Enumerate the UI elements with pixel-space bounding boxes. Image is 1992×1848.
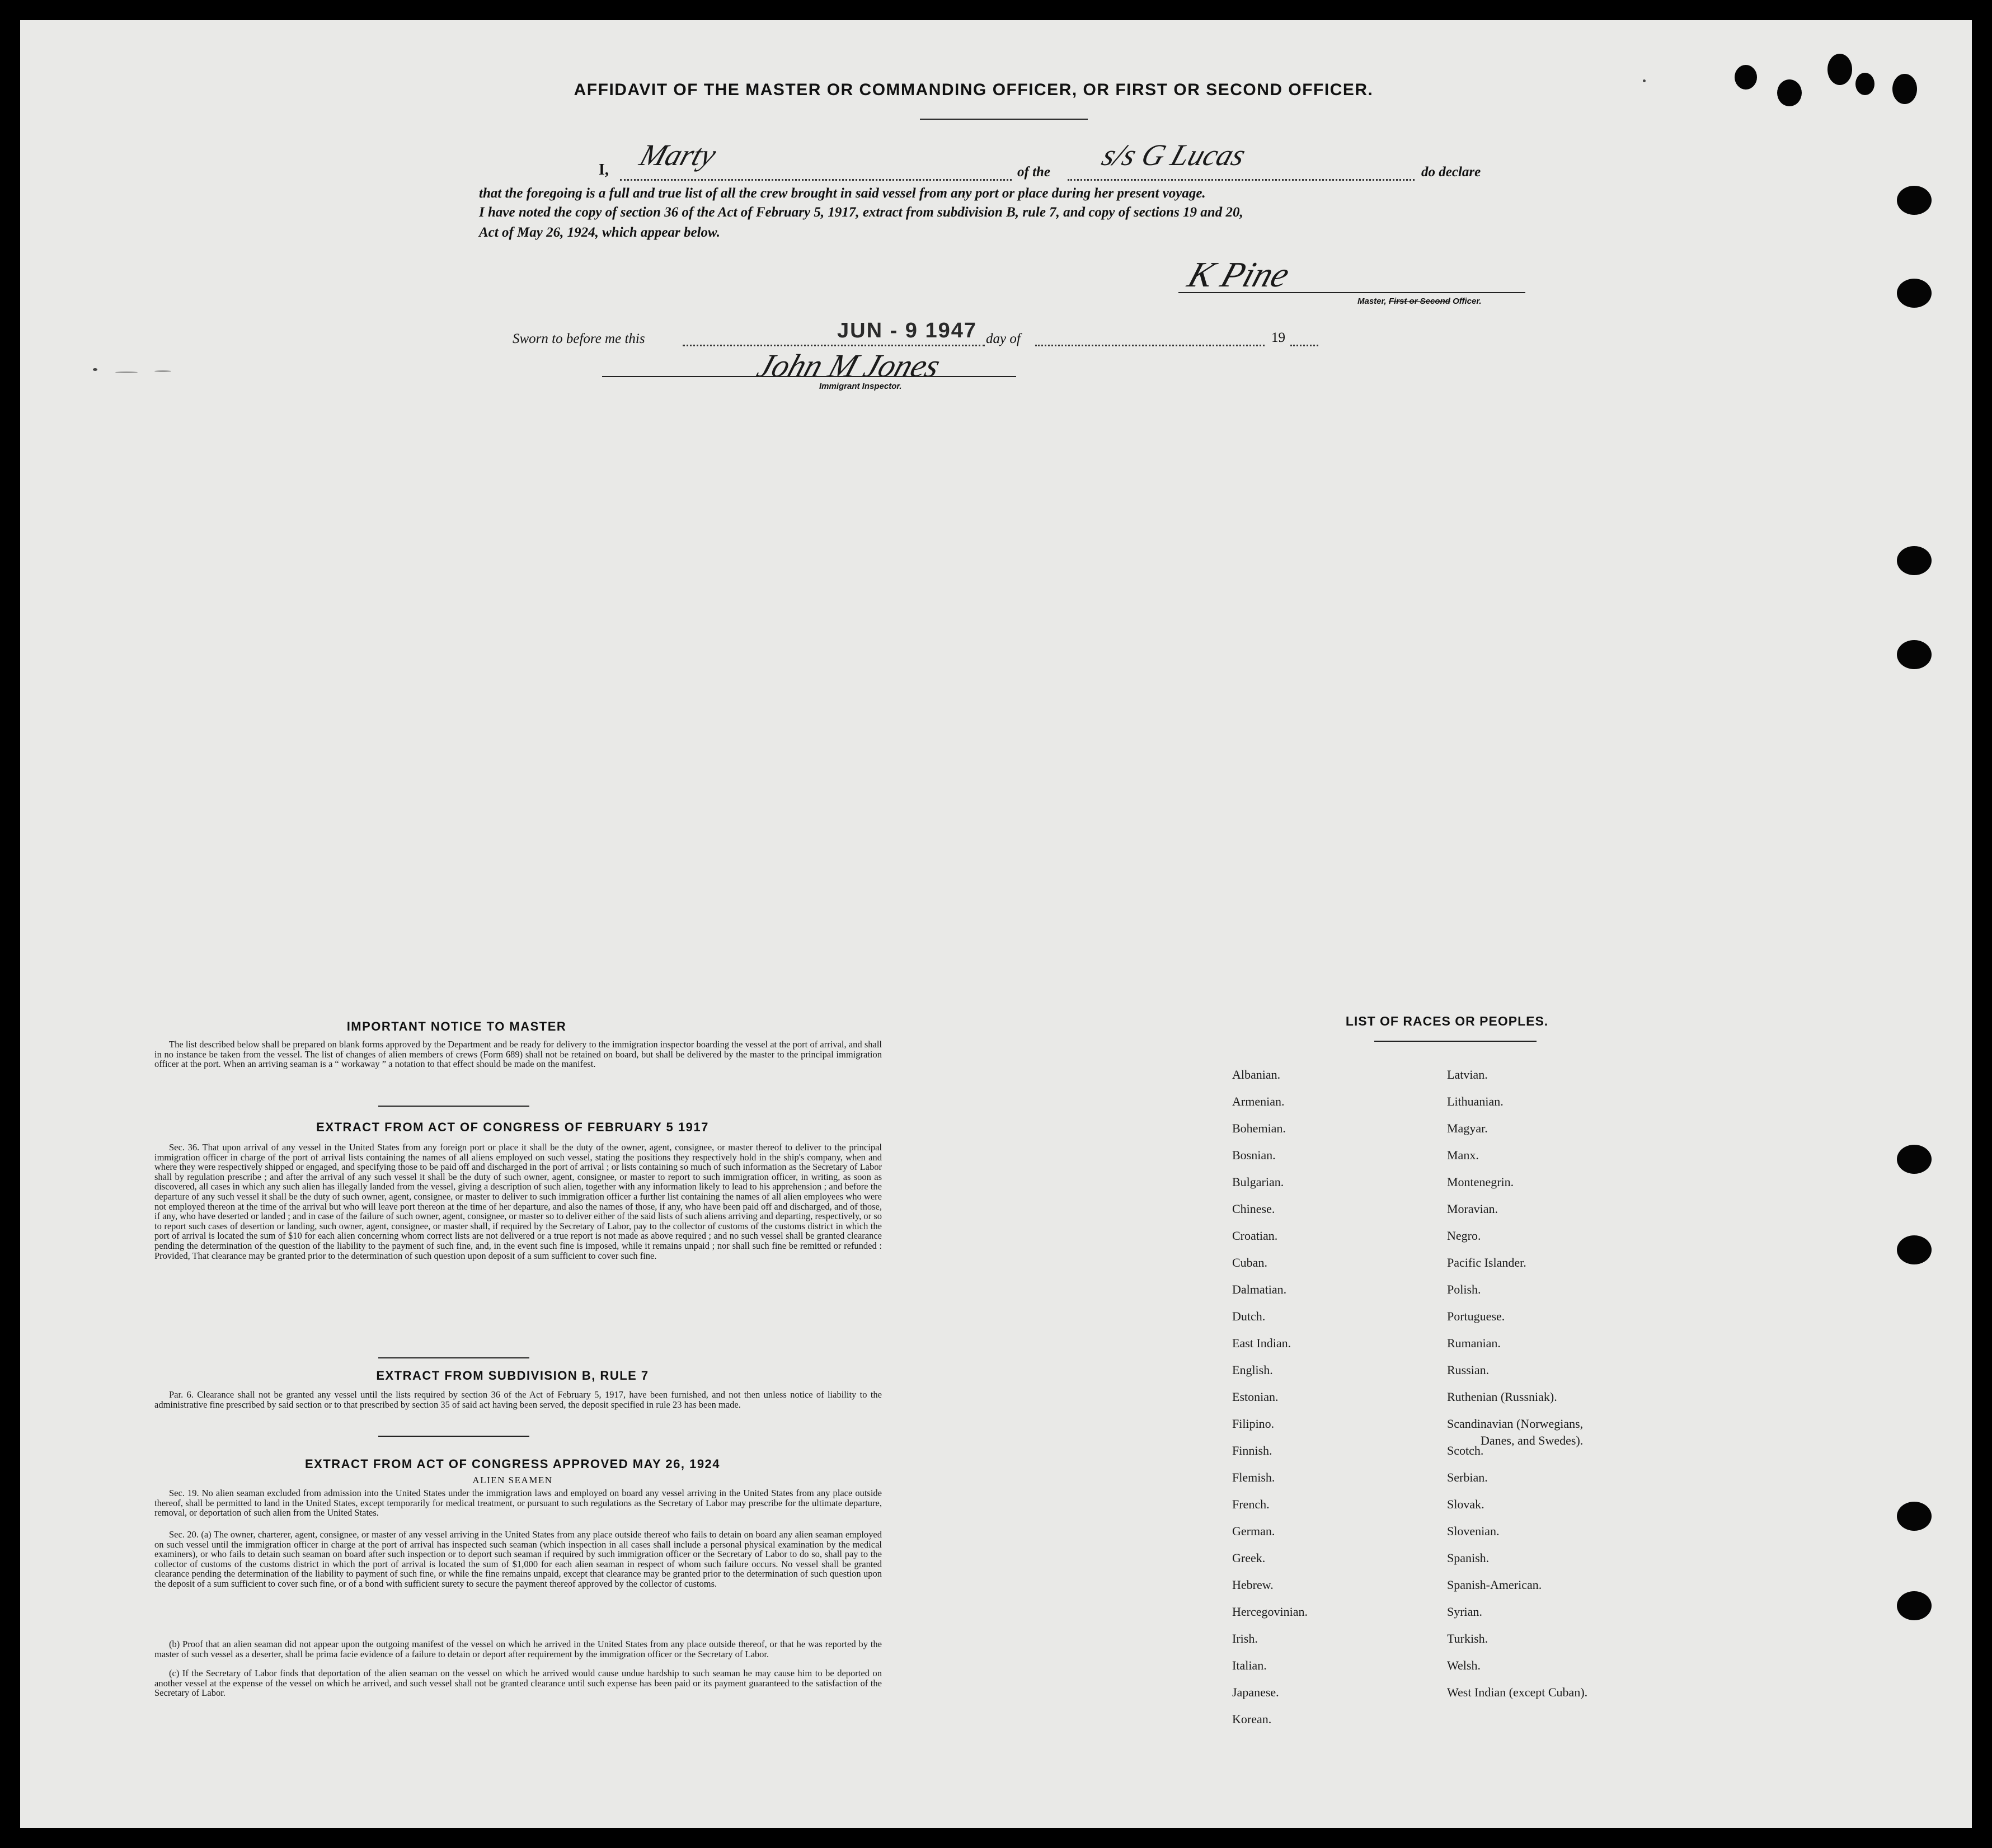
race-item: Cuban. <box>1232 1255 1267 1269</box>
race-item: Dutch. <box>1232 1309 1266 1323</box>
race-item: Spanish-American. <box>1447 1578 1542 1592</box>
do-declare-label: do declare <box>1421 164 1481 180</box>
race-item: Dalmatian. <box>1232 1282 1287 1296</box>
sec20c-text: (c) If the Secretary of Labor finds that deportation of the alien seaman on the vessel on which he arrived would cause undue hardship to such seaman he may cause him to be deported on another vessel at the expense of the vessel on which he arrived, and such vessel shall not be granted clearance until such expense has been paid or its payment guaranteed to the satisfaction of the Secretary of Labor. <box>154 1668 882 1699</box>
race-item: Danes, and Swedes). <box>1481 1433 1584 1447</box>
notice-title: IMPORTANT NOTICE TO MASTER <box>346 1019 567 1033</box>
race-item: German. <box>1232 1524 1275 1538</box>
sec20b-text: (b) Proof that an alien seaman did not appear upon the outgoing manifest of the vessel on which he arrived in the United States from any place outside thereof, or that he was reported by the master of such vessel as a deserter, shall be prima facie evidence of a failure to detain or deport after requirement by the immigration officer or the Secretary of Labor. <box>154 1639 882 1659</box>
officer-signature: K Pine <box>1183 255 1295 294</box>
race-item: Italian. <box>1232 1658 1267 1672</box>
race-item: Manx. <box>1447 1148 1479 1162</box>
inspector-label: Immigrant Inspector. <box>819 382 902 391</box>
of-the-label: of the <box>1017 164 1051 180</box>
race-item: Portuguese. <box>1447 1309 1505 1323</box>
race-item: Filipino. <box>1232 1417 1275 1431</box>
name-line <box>620 179 1012 181</box>
affidavit-line-2: that the foregoing is a full and true list of all the crew brought in said vessel from any port or place during her present voyage. <box>479 186 1206 201</box>
race-item: Bulgarian. <box>1232 1175 1284 1189</box>
race-item: Japanese. <box>1232 1685 1279 1699</box>
title-divider <box>920 119 1088 120</box>
affidavit-line-3: I have noted the copy of section 36 of the Act of February 5, 1917, extract from subdivision B, rule 7, and copy of sections 19 and 20, <box>479 205 1243 220</box>
document-page <box>20 20 1972 1828</box>
punch-hole <box>1897 1591 1932 1620</box>
divider <box>378 1106 529 1107</box>
race-item: Pacific Islander. <box>1447 1255 1526 1269</box>
officer-signature-line <box>1178 292 1525 293</box>
vessel-name-handwritten: s/s G Lucas <box>1098 138 1250 172</box>
race-item: French. <box>1232 1497 1270 1511</box>
extract-1924-subtitle: ALIEN SEAMEN <box>472 1475 553 1485</box>
month-line <box>1035 345 1265 346</box>
race-item: Welsh. <box>1447 1658 1481 1672</box>
rule7-text: Par. 6. Clearance shall not be granted any vessel until the lists required by section 36 of the Act of February 5, 1917, have been furnished, and not then unless notice of liability to the administrative fine prescribed by said section or to that prescribed by section 35 of said act having been served, the deposit specified in rule 23 has been made. <box>154 1389 882 1410</box>
race-item: Bosnian. <box>1232 1148 1276 1162</box>
race-item: Slovak. <box>1447 1497 1484 1511</box>
race-item: Finnish. <box>1232 1443 1272 1457</box>
date-stamp: JUN - 9 1947 <box>837 319 978 342</box>
race-item: Rumanian. <box>1447 1336 1501 1350</box>
punch-hole <box>1897 546 1932 575</box>
race-item: Flemish. <box>1232 1470 1275 1484</box>
race-item: Syrian. <box>1447 1605 1482 1619</box>
race-item: Ruthenian (Russniak). <box>1447 1390 1557 1404</box>
officer-title-label <box>1357 297 1482 306</box>
master-name-handwritten: Marty <box>636 138 721 172</box>
race-item: Spanish. <box>1447 1551 1490 1565</box>
divider <box>378 1357 529 1358</box>
day-of-label: day of <box>986 331 1021 346</box>
punch-hole <box>1897 640 1932 669</box>
extract-1917-title: EXTRACT FROM ACT OF CONGRESS OF FEBRUARY 5 1917 <box>316 1120 709 1134</box>
vessel-line <box>1068 179 1415 181</box>
race-item: Lithuanian. <box>1447 1094 1504 1108</box>
race-item: English. <box>1232 1363 1273 1377</box>
race-item: Hebrew. <box>1232 1578 1274 1592</box>
race-item: Korean. <box>1232 1712 1272 1726</box>
sworn-date-line <box>683 345 985 346</box>
punch-hole <box>1897 186 1932 215</box>
race-item: Greek. <box>1232 1551 1266 1565</box>
i-label: I, <box>599 161 609 178</box>
race-item: West Indian (except Cuban). <box>1447 1685 1588 1699</box>
divider <box>378 1436 529 1437</box>
inspector-signature: John M Jones <box>753 347 945 384</box>
race-item: Scotch. <box>1447 1443 1484 1457</box>
race-item: Croatian. <box>1232 1229 1278 1243</box>
race-item: Hercegovinian. <box>1232 1605 1308 1619</box>
race-item: Latvian. <box>1447 1068 1488 1081</box>
race-item: Moravian. <box>1447 1202 1498 1216</box>
punch-hole <box>1897 1502 1932 1531</box>
punch-hole <box>1897 1145 1932 1174</box>
affidavit-title: AFFIDAVIT OF THE MASTER OR COMMANDING OFFICER, OR FIRST OR SECOND OFFICER. <box>574 81 1374 99</box>
race-item: Armenian. <box>1232 1094 1285 1108</box>
race-item: Bohemian. <box>1232 1121 1286 1135</box>
race-item: Slovenian. <box>1447 1524 1500 1538</box>
race-item: Albanian. <box>1232 1068 1281 1081</box>
notice-text: The list described below shall be prepared on blank forms approved by the Department and be ready for delivery to the immigration inspector boarding the vessel at the port of arrival, and shall in no instance be taken from the vessel. The list of changes of alien members of crews (Form 689) shall not be retained on board, but shall be delivered by the master to the principal immigration officer at the port. When an arriving seaman is a “ workaway ” a notation to that effect should be made on the manifest. <box>154 1039 882 1070</box>
inspector-signature-line <box>602 376 1016 377</box>
race-item: Irish. <box>1232 1631 1258 1645</box>
master-label: Master, <box>1357 297 1387 306</box>
race-item: Magyar. <box>1447 1121 1488 1135</box>
races-divider <box>1374 1041 1537 1042</box>
extract-1924-title: EXTRACT FROM ACT OF CONGRESS APPROVED MAY 26, 1924 <box>304 1457 721 1471</box>
sec19-text: Sec. 19. No alien seaman excluded from admission into the United States under the immigration laws and employed on board any vessel arriving in the United States from any place outside thereof, shall be permitted to land in the United States, except temporarily for medical treatment, or pursuant to such regulations as the Secretary of Labor may prescribe for the ultimate departure, removal, or deportation of such alien from the United States. <box>154 1488 882 1518</box>
year-line <box>1290 345 1318 346</box>
race-item: Polish. <box>1447 1282 1481 1296</box>
race-item: Turkish. <box>1447 1631 1488 1645</box>
extract-1917-text: Sec. 36. That upon arrival of any vessel in the United States from any foreign port or place it shall be the duty of the owner, agent, consignee, or master thereof to deliver to the principal immigration officer in charge of the port of arrival lists containing the names of all aliens employed on such vessel, stating the positions they respectively hold in the ship's company, when and where they were respectively shipped or engaged, and specifying those to be paid off and discharged in the port of arrival ; or lists containing so much of such information as the Secretary of Labor shall by regulation prescribe ; and after the arrival of any such vessel it shall be the duty of such owner, agent, consignee, or master to report to such immigration officer, in writing, as soon as discovered, all cases in which any such alien has illegally landed from the vessel, giving a description of such alien, together with any information likely to lead to his apprehension ; and before the departure of any such vessel it shall be the duty of such owner, agent, consignee, or master to deliver to such immigration officer a further list containing the names of all alien employees who were not employed thereon at the time of the arrival but who will leave port thereon at the time of her departure, and also the names of those, if any, who have been paid off and discharged, and of those, if any, who have deserted or landed ; and in case of the failure of such owner, agent, consignee, or master so to deliver either of the said lists of such aliens arriving and departing, respectively, or so to report such cases of desertion or landing, such owner, agent, consignee, or master shall, if required by the Secretary of Labor, pay to the collector of customs of the customs district in which the port of arrival is located the sum of $10 for each alien concerning whom correct lists are not delivered or a true report is not made as above required ; and no such vessel shall be granted clearance pending the determination of the question of the liability to the payment of such fine, and, in the event such fine is imposed, while it remains unpaid ; nor shall such fine be remitted or refunded : Provided, That clearance may be granted prior to the determination of such question upon deposit of a sum sufficient to cover such fine. <box>154 1142 882 1261</box>
sec20a-text: Sec. 20. (a) The owner, charterer, agent, consignee, or master of any vessel arriving in the United States from any place outside thereof who fails to detain on board any alien seaman employed on such vessel until the immigration officer in charge at the port of arrival has inspected such seaman (which inspection in all cases shall include a personal physical examination by the medical examiners), or who fails to detain such seaman on board after such inspection or to deport such seaman if required by such immigration officer or the Secretary of Labor to do so, shall pay to the collector of customs of the customs district in which the port of arrival is located the sum of $1,000 for each alien seaman in respect of whom such failure occurs. No vessel shall be granted clearance pending the determination of the liability to payment of such fine, or while the fine remains unpaid, except that clearance may be granted prior to the determination of such question upon the deposit of a sum sufficient to cover such fine, or of a bond with sufficient surety to secure the payment thereof approved by the collector of customs. <box>154 1529 882 1589</box>
race-item: Estonian. <box>1232 1390 1279 1404</box>
race-item: East Indian. <box>1232 1336 1291 1350</box>
race-item: Serbian. <box>1447 1470 1488 1484</box>
punch-hole <box>1897 1235 1932 1264</box>
race-item: Chinese. <box>1232 1202 1275 1216</box>
races-title: LIST OF RACES OR PEOPLES. <box>1345 1014 1549 1028</box>
rule7-title: EXTRACT FROM SUBDIVISION B, RULE 7 <box>376 1369 649 1383</box>
struck-first-second-label: First or Second <box>1388 297 1450 306</box>
affidavit-line-4: Act of May 26, 1924, which appear below. <box>479 225 721 240</box>
race-item: Negro. <box>1447 1229 1481 1243</box>
race-item: Montenegrin. <box>1447 1175 1514 1189</box>
officer-label: Officer. <box>1453 297 1482 306</box>
punch-hole <box>1897 279 1932 308</box>
race-item: Scandinavian (Norwegians, <box>1447 1417 1584 1431</box>
race-item: Russian. <box>1447 1363 1490 1377</box>
year-prefix: 19 <box>1271 330 1285 345</box>
sworn-label: Sworn to before me this <box>513 331 645 346</box>
